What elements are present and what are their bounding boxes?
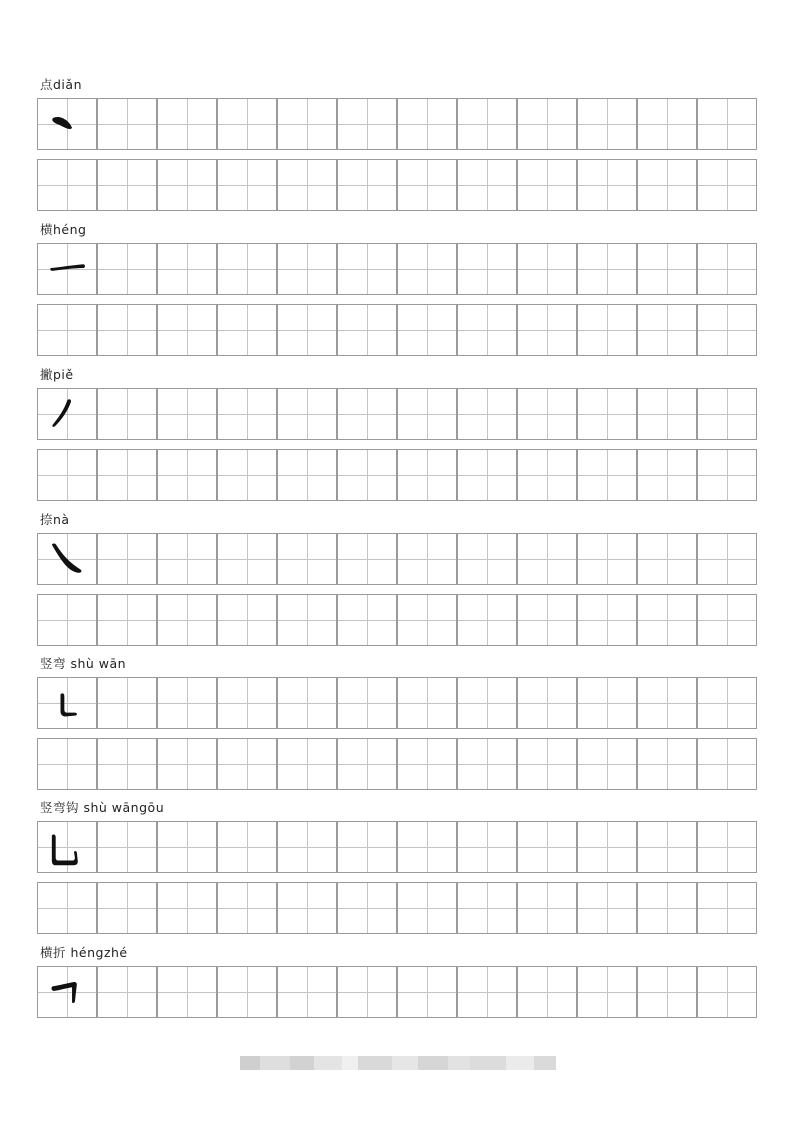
tian-zi-ge-cell	[277, 738, 337, 790]
vertical-bend-stroke-icon	[38, 678, 96, 728]
tian-zi-ge-cell	[157, 882, 217, 934]
tian-zi-ge-cell	[97, 98, 157, 150]
tian-zi-ge-cell	[37, 882, 97, 934]
tian-zi-ge-cell	[577, 594, 637, 646]
tian-zi-ge-cell	[97, 594, 157, 646]
tian-zi-ge-cell	[697, 821, 757, 873]
practice-grid-row	[37, 243, 757, 295]
tian-zi-ge-cell	[277, 594, 337, 646]
horizontal-stroke-icon	[38, 244, 96, 294]
tian-zi-ge-cell	[517, 388, 577, 440]
practice-grid-row	[37, 677, 757, 729]
tian-zi-ge-cell	[217, 882, 277, 934]
tian-zi-ge-cell	[277, 449, 337, 501]
tian-zi-ge-cell	[217, 738, 277, 790]
tian-zi-ge-cell	[457, 159, 517, 211]
stroke-label: 点diǎn	[40, 77, 82, 92]
stroke-label: 横折 héngzhé	[40, 945, 128, 960]
tian-zi-ge-cell	[457, 821, 517, 873]
tian-zi-ge-cell	[697, 159, 757, 211]
tian-zi-ge-cell	[37, 388, 97, 440]
tian-zi-ge-cell	[637, 677, 697, 729]
tian-zi-ge-cell	[217, 677, 277, 729]
tian-zi-ge-cell	[517, 304, 577, 356]
tian-zi-ge-cell	[397, 966, 457, 1018]
tian-zi-ge-cell	[97, 243, 157, 295]
tian-zi-ge-cell	[697, 243, 757, 295]
practice-grid-row	[37, 738, 757, 790]
tian-zi-ge-cell	[37, 243, 97, 295]
tian-zi-ge-cell	[577, 882, 637, 934]
tian-zi-ge-cell	[97, 677, 157, 729]
tian-zi-ge-cell	[397, 677, 457, 729]
stroke-label: 竖弯钩 shù wāngōu	[40, 800, 165, 815]
tian-zi-ge-cell	[697, 304, 757, 356]
tian-zi-ge-cell	[637, 243, 697, 295]
tian-zi-ge-cell	[637, 98, 697, 150]
practice-grid-row	[37, 882, 757, 934]
tian-zi-ge-cell	[157, 159, 217, 211]
tian-zi-ge-cell	[697, 388, 757, 440]
tian-zi-ge-cell	[337, 98, 397, 150]
practice-grid-row	[37, 594, 757, 646]
tian-zi-ge-cell	[397, 159, 457, 211]
tian-zi-ge-cell	[577, 98, 637, 150]
tian-zi-ge-cell	[37, 304, 97, 356]
tian-zi-ge-cell	[157, 388, 217, 440]
tian-zi-ge-cell	[37, 821, 97, 873]
practice-grid-row	[37, 304, 757, 356]
tian-zi-ge-cell	[97, 533, 157, 585]
tian-zi-ge-cell	[277, 388, 337, 440]
tian-zi-ge-cell	[457, 677, 517, 729]
practice-grid-row	[37, 388, 757, 440]
tian-zi-ge-cell	[337, 243, 397, 295]
tian-zi-ge-cell	[577, 304, 637, 356]
tian-zi-ge-cell	[37, 738, 97, 790]
tian-zi-ge-cell	[637, 304, 697, 356]
tian-zi-ge-cell	[37, 594, 97, 646]
tian-zi-ge-cell	[157, 98, 217, 150]
tian-zi-ge-cell	[97, 966, 157, 1018]
tian-zi-ge-cell	[277, 966, 337, 1018]
tian-zi-ge-cell	[517, 821, 577, 873]
stroke-label: 捺nà	[40, 512, 70, 527]
tian-zi-ge-cell	[517, 594, 577, 646]
tian-zi-ge-cell	[517, 533, 577, 585]
tian-zi-ge-cell	[157, 449, 217, 501]
tian-zi-ge-cell	[577, 449, 637, 501]
tian-zi-ge-cell	[637, 449, 697, 501]
tian-zi-ge-cell	[517, 966, 577, 1018]
tian-zi-ge-cell	[697, 882, 757, 934]
tian-zi-ge-cell	[97, 449, 157, 501]
tian-zi-ge-cell	[277, 304, 337, 356]
tian-zi-ge-cell	[637, 594, 697, 646]
tian-zi-ge-cell	[517, 882, 577, 934]
tian-zi-ge-cell	[277, 533, 337, 585]
tian-zi-ge-cell	[337, 388, 397, 440]
tian-zi-ge-cell	[217, 243, 277, 295]
practice-grid-row	[37, 821, 757, 873]
tian-zi-ge-cell	[637, 738, 697, 790]
tian-zi-ge-cell	[337, 882, 397, 934]
tian-zi-ge-cell	[157, 243, 217, 295]
tian-zi-ge-cell	[157, 533, 217, 585]
tian-zi-ge-cell	[337, 159, 397, 211]
tian-zi-ge-cell	[697, 449, 757, 501]
tian-zi-ge-cell	[157, 304, 217, 356]
blurred-watermark	[240, 1056, 556, 1072]
tian-zi-ge-cell	[697, 677, 757, 729]
tian-zi-ge-cell	[457, 388, 517, 440]
tian-zi-ge-cell	[337, 966, 397, 1018]
tian-zi-ge-cell	[397, 882, 457, 934]
tian-zi-ge-cell	[217, 594, 277, 646]
tian-zi-ge-cell	[217, 449, 277, 501]
tian-zi-ge-cell	[637, 388, 697, 440]
tian-zi-ge-cell	[397, 533, 457, 585]
tian-zi-ge-cell	[37, 677, 97, 729]
horizontal-turn-stroke-icon	[38, 967, 96, 1017]
tian-zi-ge-cell	[577, 388, 637, 440]
tian-zi-ge-cell	[277, 243, 337, 295]
tian-zi-ge-cell	[37, 98, 97, 150]
tian-zi-ge-cell	[697, 966, 757, 1018]
tian-zi-ge-cell	[517, 98, 577, 150]
tian-zi-ge-cell	[577, 159, 637, 211]
practice-grid-row	[37, 966, 757, 1018]
right-falling-stroke-icon	[38, 534, 96, 584]
tian-zi-ge-cell	[157, 738, 217, 790]
tian-zi-ge-cell	[517, 159, 577, 211]
tian-zi-ge-cell	[277, 821, 337, 873]
tian-zi-ge-cell	[217, 388, 277, 440]
stroke-label: 撇piě	[40, 367, 74, 382]
tian-zi-ge-cell	[157, 594, 217, 646]
tian-zi-ge-cell	[97, 159, 157, 211]
left-falling-stroke-icon	[38, 389, 96, 439]
tian-zi-ge-cell	[577, 738, 637, 790]
tian-zi-ge-cell	[697, 738, 757, 790]
tian-zi-ge-cell	[337, 738, 397, 790]
tian-zi-ge-cell	[577, 533, 637, 585]
tian-zi-ge-cell	[217, 304, 277, 356]
tian-zi-ge-cell	[457, 243, 517, 295]
tian-zi-ge-cell	[397, 594, 457, 646]
tian-zi-ge-cell	[517, 677, 577, 729]
tian-zi-ge-cell	[277, 677, 337, 729]
tian-zi-ge-cell	[457, 533, 517, 585]
tian-zi-ge-cell	[637, 821, 697, 873]
tian-zi-ge-cell	[517, 243, 577, 295]
tian-zi-ge-cell	[277, 98, 337, 150]
tian-zi-ge-cell	[397, 304, 457, 356]
dot-stroke-icon	[38, 99, 96, 149]
tian-zi-ge-cell	[97, 304, 157, 356]
practice-grid-row	[37, 533, 757, 585]
tian-zi-ge-cell	[637, 533, 697, 585]
tian-zi-ge-cell	[97, 388, 157, 440]
tian-zi-ge-cell	[457, 594, 517, 646]
tian-zi-ge-cell	[457, 882, 517, 934]
stroke-label: 竖弯 shù wān	[40, 656, 127, 671]
tian-zi-ge-cell	[337, 533, 397, 585]
vertical-bend-hook-stroke-icon	[38, 822, 96, 872]
tian-zi-ge-cell	[337, 594, 397, 646]
tian-zi-ge-cell	[97, 738, 157, 790]
practice-grid-row	[37, 98, 757, 150]
tian-zi-ge-cell	[37, 533, 97, 585]
tian-zi-ge-cell	[397, 821, 457, 873]
tian-zi-ge-cell	[157, 966, 217, 1018]
tian-zi-ge-cell	[37, 966, 97, 1018]
tian-zi-ge-cell	[97, 821, 157, 873]
tian-zi-ge-cell	[637, 882, 697, 934]
tian-zi-ge-cell	[697, 98, 757, 150]
stroke-label: 横héng	[40, 222, 87, 237]
tian-zi-ge-cell	[397, 738, 457, 790]
tian-zi-ge-cell	[577, 821, 637, 873]
tian-zi-ge-cell	[457, 966, 517, 1018]
tian-zi-ge-cell	[637, 159, 697, 211]
tian-zi-ge-cell	[697, 594, 757, 646]
tian-zi-ge-cell	[217, 966, 277, 1018]
tian-zi-ge-cell	[157, 821, 217, 873]
tian-zi-ge-cell	[457, 304, 517, 356]
practice-grid-row	[37, 449, 757, 501]
tian-zi-ge-cell	[397, 449, 457, 501]
tian-zi-ge-cell	[397, 388, 457, 440]
tian-zi-ge-cell	[637, 966, 697, 1018]
tian-zi-ge-cell	[577, 677, 637, 729]
tian-zi-ge-cell	[37, 159, 97, 211]
tian-zi-ge-cell	[217, 159, 277, 211]
tian-zi-ge-cell	[97, 882, 157, 934]
practice-grid-row	[37, 159, 757, 211]
tian-zi-ge-cell	[337, 304, 397, 356]
tian-zi-ge-cell	[337, 677, 397, 729]
tian-zi-ge-cell	[277, 159, 337, 211]
tian-zi-ge-cell	[457, 738, 517, 790]
tian-zi-ge-cell	[697, 533, 757, 585]
tian-zi-ge-cell	[397, 243, 457, 295]
tian-zi-ge-cell	[577, 243, 637, 295]
tian-zi-ge-cell	[397, 98, 457, 150]
tian-zi-ge-cell	[337, 821, 397, 873]
tian-zi-ge-cell	[37, 449, 97, 501]
tian-zi-ge-cell	[457, 449, 517, 501]
tian-zi-ge-cell	[217, 98, 277, 150]
tian-zi-ge-cell	[157, 677, 217, 729]
tian-zi-ge-cell	[457, 98, 517, 150]
tian-zi-ge-cell	[337, 449, 397, 501]
tian-zi-ge-cell	[217, 821, 277, 873]
tian-zi-ge-cell	[517, 449, 577, 501]
tian-zi-ge-cell	[517, 738, 577, 790]
tian-zi-ge-cell	[277, 882, 337, 934]
tian-zi-ge-cell	[577, 966, 637, 1018]
tian-zi-ge-cell	[217, 533, 277, 585]
